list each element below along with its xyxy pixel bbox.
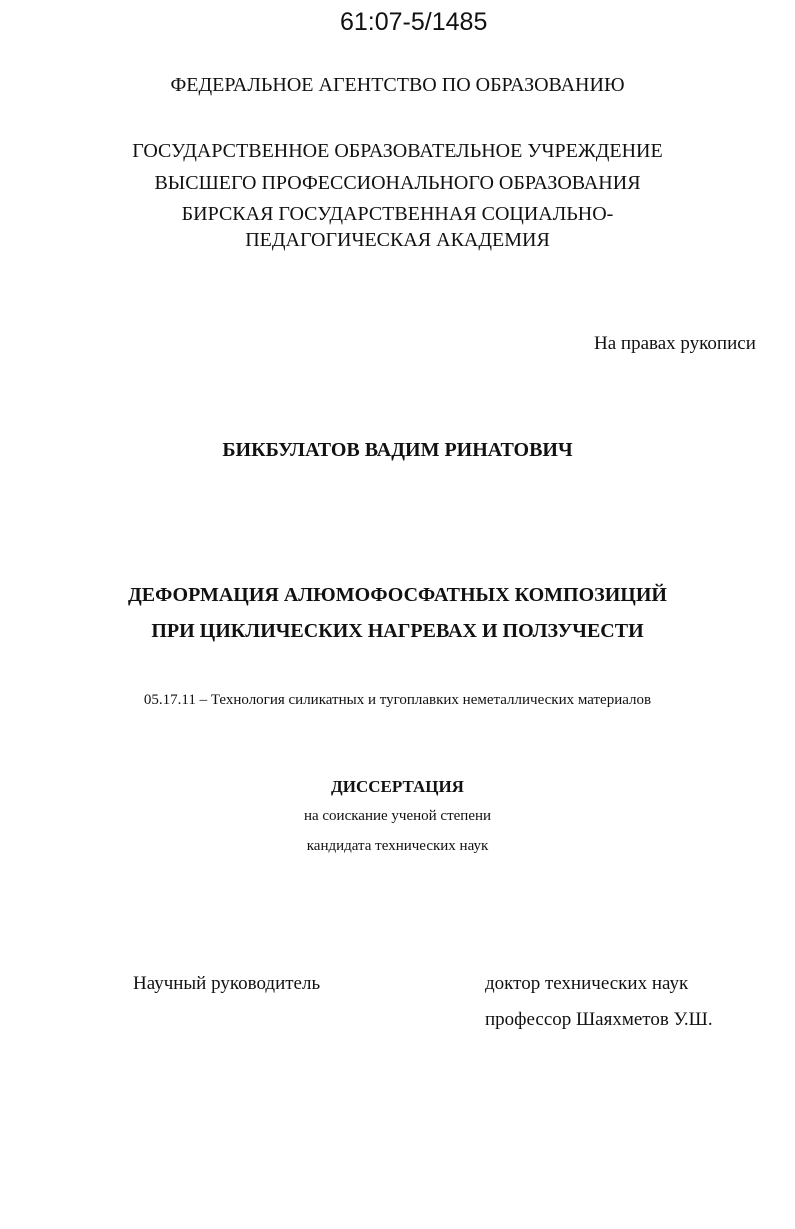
supervisor-degree: доктор технических наук bbox=[485, 973, 689, 994]
institution-line-3: БИРСКАЯ ГОСУДАРСТВЕННАЯ СОЦИАЛЬНО- bbox=[181, 203, 614, 225]
supervisor-label: Научный руководитель bbox=[133, 973, 321, 994]
supervisor-name: профессор Шаяхметов У.Ш. bbox=[485, 1009, 713, 1030]
title-line-2: ПРИ ЦИКЛИЧЕСКИХ НАГРЕВАХ И ПОЛЗУЧЕСТИ bbox=[151, 620, 644, 642]
archive-code: 61:07-5/1485 bbox=[340, 8, 488, 36]
institution-line-1: ГОСУДАРСТВЕННОЕ ОБРАЗОВАТЕЛЬНОЕ УЧРЕЖДЕНИЕ bbox=[132, 140, 663, 162]
specialty-line: 05.17.11 – Технология силикатных и тугоплавких неметаллических материалов bbox=[143, 692, 652, 708]
institution-line-2: ВЫСШЕГО ПРОФЕССИОНАЛЬНОГО ОБРАЗОВАНИЯ bbox=[154, 172, 641, 194]
agency-heading: ФЕДЕРАЛЬНОЕ АГЕНТСТВО ПО ОБРАЗОВАНИЮ bbox=[170, 74, 625, 96]
dissertation-heading: ДИССЕРТАЦИЯ bbox=[331, 777, 464, 796]
title-line-1: ДЕФОРМАЦИЯ АЛЮМОФОСФАТНЫХ КОМПОЗИЦИЙ bbox=[128, 584, 667, 606]
dissertation-line-1: на соискание ученой степени bbox=[303, 808, 492, 824]
rights-note: На правах рукописи bbox=[594, 333, 756, 354]
institution-line-4: ПЕДАГОГИЧЕСКАЯ АКАДЕМИЯ bbox=[245, 229, 550, 251]
author-name: БИКБУЛАТОВ ВАДИМ РИНАТОВИЧ bbox=[222, 439, 573, 461]
dissertation-line-2: кандидата технических наук bbox=[306, 838, 489, 854]
